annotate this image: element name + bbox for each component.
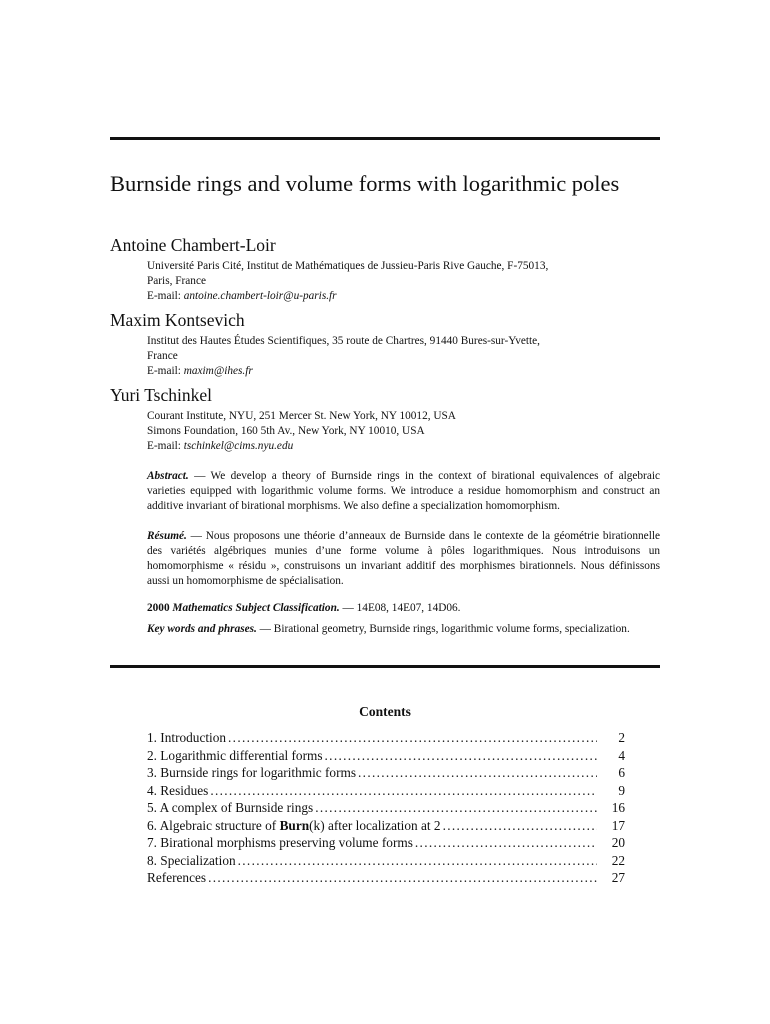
toc-entry-label: 2. Logarithmic differential forms [147,747,323,763]
abstract [147,469,660,514]
email-address[interactable]: maxim@ihes.fr [183,365,253,377]
bottom-rule [110,665,660,668]
toc-dot-leader [443,818,597,834]
toc-entry-burnside-rings[interactable] [147,765,625,783]
email-label: E-mail: [147,365,184,377]
toc-entry-logarithmic-forms[interactable] [147,748,625,766]
top-rule [110,137,660,140]
toc-entry-label: 8. Specialization [147,852,236,868]
toc-entry-label [147,818,441,834]
affiliation-line: Université Paris Cité, Institut de Mathématiques de Jussieu-Paris Rive Gauche, F-75013, [147,260,549,272]
author-name: Yuri Tschinkel [110,385,212,405]
toc-entry-residues[interactable] [147,783,625,801]
toc-page-number: 9 [618,782,625,798]
toc-entry-algebraic-structure[interactable] [147,818,625,836]
author-affiliation [147,334,662,379]
msc-label: Mathematics Subject Classification. [172,602,340,614]
contents-title: Contents [359,704,411,719]
abstract-text: — We develop a theory of Burnside rings in the context of birational equivalences of algebraic varieties equipped with logarithmic volume forms. We introduce a residue homomorphism and construct an additive invariant of birational morphisms. We also define a specialization homomorphism. [147,470,660,512]
email-address[interactable]: tschinkel@cims.nyu.edu [183,440,294,452]
toc-entry-label: 1. Introduction [147,730,227,745]
toc-entry-complex[interactable] [147,800,625,818]
keywords-label: Key words and phrases. [147,623,257,635]
author-name: Antoine Chambert-Loir [110,235,276,255]
affiliation-line: Simons Foundation, 160 5th Av., New York, NY 10010, USA [147,425,425,437]
toc-entry-label: 7. Birational morphisms preserving volume forms [147,835,413,850]
toc-page-number: 16 [611,800,625,815]
toc-dot-leader [325,748,597,764]
keywords [147,622,660,637]
toc-page-number: 27 [611,870,625,885]
toc-label-part: (k) after localization at 2 [309,817,441,833]
toc-dot-leader [415,835,597,851]
table-of-contents [147,730,625,888]
paper-title: Burnside rings and volume forms with logarithmic poles [110,171,620,196]
email-label: E-mail: [147,290,184,302]
email-line [147,289,662,304]
toc-page-number: 17 [611,817,625,833]
toc-entry-birational-morphisms[interactable] [147,835,625,853]
affiliation-line: Institut des Hautes Études Scientifiques, 35 route de Chartres, 91440 Bures-sur-Yvette, [147,335,541,347]
toc-page-number: 20 [611,835,625,850]
affiliation-line: France [147,350,178,362]
author-name: Maxim Kontsevich [110,310,245,330]
toc-entry-label: 4. Residues [147,782,209,798]
email-address[interactable]: antoine.chambert-loir@u-paris.fr [183,290,337,302]
email-label: E-mail: [147,440,184,452]
affiliation-line: Courant Institute, NYU, 251 Mercer St. New York, NY 10012, USA [147,410,456,422]
toc-page-number: 4 [618,747,625,763]
msc-classification [147,601,660,616]
toc-entry-label: References [147,870,207,885]
toc-entry-label: 5. A complex of Burnside rings [147,800,314,815]
keywords-text: — Birational geometry, Burnside rings, logarithmic volume forms, specialization. [256,623,630,635]
resume-text: — Nous proposons une théorie d’anneaux de Burnside dans le contexte de la géométrie birationnelle des variétés algébriques munies d’une forme volume à pôles logarithmiques. Nous introduisons un homomorphisme « résidu », construisons un invariant additif des morphismes birationnels. Nous définissons aussi un homomorphisme de spécialisation. [147,530,660,587]
toc-entry-references[interactable] [147,870,625,888]
toc-page-number: 2 [618,730,625,745]
toc-dot-leader [358,765,597,781]
msc-year: 2000 [147,602,173,614]
toc-entry-specialization[interactable] [147,853,625,871]
author-affiliation [147,259,662,304]
toc-page-number: 6 [618,765,625,780]
toc-entry-label: 3. Burnside rings for logarithmic forms [147,765,357,780]
toc-page-number: 22 [611,852,625,868]
resume-label: Résumé. [147,530,187,542]
toc-entry-introduction[interactable] [147,730,625,748]
abstract-label: Abstract. [147,470,189,482]
toc-label-bold: Burn [279,817,310,833]
email-line [147,364,662,379]
msc-codes: — 14E08, 14E07, 14D06. [339,602,461,614]
affiliation-line: Paris, France [147,275,206,287]
toc-label-part: 6. Algebraic structure of [147,817,280,833]
toc-dot-leader [315,800,597,816]
toc-dot-leader [228,730,597,746]
email-line [147,439,662,454]
resume [147,529,660,589]
toc-dot-leader [208,870,597,886]
toc-dot-leader [210,783,597,799]
author-affiliation [147,409,662,454]
toc-dot-leader [238,853,597,869]
